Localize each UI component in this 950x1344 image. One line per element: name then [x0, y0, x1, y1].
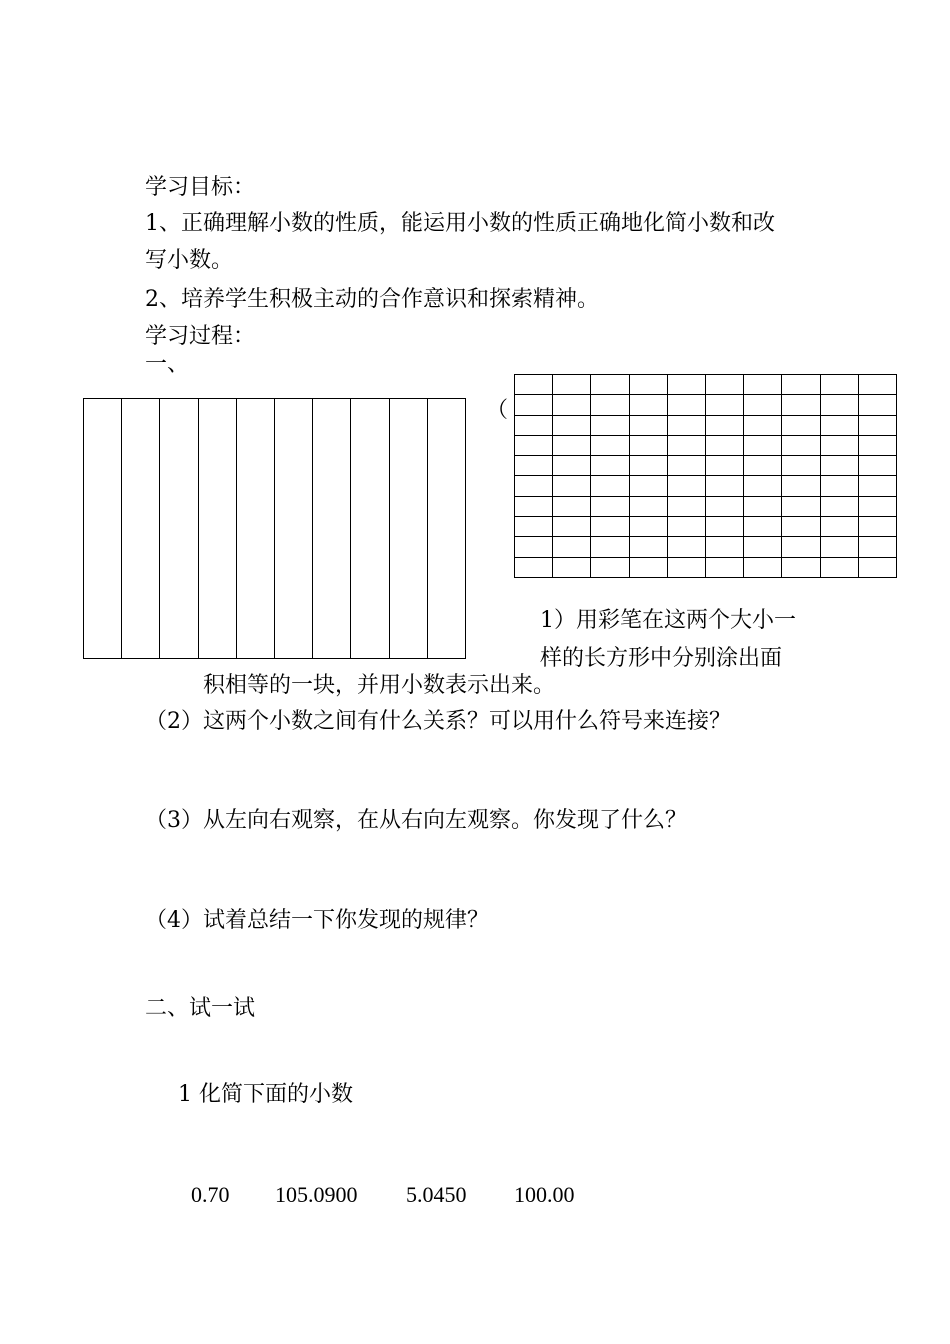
grid-row [84, 399, 466, 659]
grid-cell [782, 415, 820, 435]
grid-cell [858, 537, 896, 557]
strip-cell [274, 399, 312, 659]
grid-cell [515, 496, 553, 516]
grid-cell [591, 476, 629, 496]
grid-row [515, 435, 897, 455]
decimal-item: 5.0450 [406, 1182, 467, 1207]
grid-cell [553, 557, 591, 577]
exercise-1-title: 1 化简下面的小数 [178, 1082, 353, 1107]
grid-cell [705, 415, 743, 435]
task-1-line-3: 积相等的一块，并用小数表示出来。 [203, 673, 556, 698]
grid-cell [782, 435, 820, 455]
strip-cell [389, 399, 427, 659]
open-parenthesis: （ [486, 398, 509, 423]
grid-cell [705, 456, 743, 476]
grid-cell [744, 557, 782, 577]
grid-cell [591, 395, 629, 415]
grid-cell [553, 496, 591, 516]
grid-cell [744, 496, 782, 516]
grid-cell [705, 537, 743, 557]
grid-cell [782, 496, 820, 516]
grid-cell [705, 517, 743, 537]
decimal-item: 100.00 [514, 1182, 575, 1207]
grid-cell [744, 537, 782, 557]
grid-cell [705, 557, 743, 577]
hundred-grid-rectangle [514, 374, 897, 578]
grid-cell [629, 375, 667, 395]
grid-cell [858, 395, 896, 415]
grid-cell [553, 476, 591, 496]
grid-cell [553, 537, 591, 557]
grid-cell [782, 537, 820, 557]
strip-cell [122, 399, 160, 659]
grid-cell [591, 537, 629, 557]
grid-cell [744, 395, 782, 415]
grid-cell [744, 456, 782, 476]
grid-cell [553, 375, 591, 395]
grid-cell [667, 456, 705, 476]
grid-cell [591, 435, 629, 455]
grid-row [515, 476, 897, 496]
grid-cell [820, 517, 858, 537]
grid-cell [744, 375, 782, 395]
grid-cell [820, 375, 858, 395]
process-heading: 学习过程： [145, 324, 256, 349]
grid-cell [553, 415, 591, 435]
grid-cell [744, 415, 782, 435]
section-one-label: 一、 [145, 352, 190, 377]
grid-cell [667, 435, 705, 455]
grid-cell [705, 496, 743, 516]
grid-cell [858, 557, 896, 577]
grid-row [515, 375, 897, 395]
grid-row [515, 395, 897, 415]
task-2: （2）这两个小数之间有什么关系？可以用什么符号来连接？ [145, 709, 731, 734]
grid-cell [667, 415, 705, 435]
grid-cell [858, 496, 896, 516]
task-1-line-1: 1）用彩笔在这两个大小一 [540, 608, 796, 633]
grid-cell [629, 456, 667, 476]
grid-cell [591, 496, 629, 516]
grid-cell [667, 517, 705, 537]
grid-cell [591, 375, 629, 395]
grid-cell [629, 496, 667, 516]
grid-cell [591, 557, 629, 577]
grid-cell [629, 476, 667, 496]
grid-row [515, 537, 897, 557]
task-4: （4）试着总结一下你发现的规律？ [145, 908, 489, 933]
grid-cell [515, 375, 553, 395]
strip-cell [313, 399, 351, 659]
grid-cell [629, 517, 667, 537]
grid-cell [705, 476, 743, 496]
grid-cell [858, 415, 896, 435]
decimal-item: 105.0900 [275, 1182, 358, 1207]
task-1-line-2: 样的长方形中分别涂出面 [540, 646, 783, 671]
grid-row [515, 517, 897, 537]
grid-cell [782, 375, 820, 395]
grid-cell [667, 537, 705, 557]
grid-cell [858, 476, 896, 496]
grid-row [515, 557, 897, 577]
grid-cell [820, 456, 858, 476]
strip-cell [84, 399, 122, 659]
grid-cell [705, 435, 743, 455]
goal-1-line-2: 写小数。 [145, 248, 234, 273]
grid-cell [820, 557, 858, 577]
grid-cell [667, 557, 705, 577]
grid-row [515, 456, 897, 476]
grid-cell [820, 537, 858, 557]
goal-2: 2、培养学生积极主动的合作意识和探索精神。 [145, 287, 599, 312]
grid-cell [515, 456, 553, 476]
grid-row [515, 415, 897, 435]
grid-cell [782, 476, 820, 496]
section-two-heading: 二、试一试 [145, 996, 256, 1021]
grid-cell [667, 395, 705, 415]
grid-cell [705, 375, 743, 395]
grid-cell [705, 395, 743, 415]
grid-cell [782, 395, 820, 415]
grid-cell [591, 456, 629, 476]
grid-cell [858, 456, 896, 476]
grid-cell [782, 456, 820, 476]
grid-cell [629, 537, 667, 557]
grid-cell [591, 415, 629, 435]
strip-cell [198, 399, 236, 659]
grid-cell [515, 395, 553, 415]
grid-cell [820, 435, 858, 455]
grid-cell [858, 375, 896, 395]
task-3: （3）从左向右观察，在从右向左观察。你发现了什么？ [145, 808, 687, 833]
grid-cell [629, 557, 667, 577]
grid-cell [553, 395, 591, 415]
goal-1-line-1: 1、正确理解小数的性质，能运用小数的性质正确地化简小数和改 [145, 211, 775, 236]
grid-cell [820, 476, 858, 496]
strip-cell [351, 399, 389, 659]
goals-heading: 学习目标： [145, 175, 256, 200]
strip-cell [427, 399, 465, 659]
strip-cell [160, 399, 198, 659]
grid-cell [629, 395, 667, 415]
grid-cell [667, 476, 705, 496]
grid-cell [858, 517, 896, 537]
grid-cell [515, 557, 553, 577]
grid-cell [591, 517, 629, 537]
grid-cell [515, 517, 553, 537]
grid-cell [820, 496, 858, 516]
grid-cell [553, 456, 591, 476]
grid-cell [553, 517, 591, 537]
grid-cell [744, 476, 782, 496]
grid-cell [515, 476, 553, 496]
grid-cell [858, 435, 896, 455]
grid-cell [515, 537, 553, 557]
grid-cell [553, 435, 591, 455]
strip-cell [236, 399, 274, 659]
grid-cell [820, 415, 858, 435]
grid-cell [629, 415, 667, 435]
grid-cell [667, 496, 705, 516]
grid-cell [782, 517, 820, 537]
grid-cell [515, 435, 553, 455]
grid-row [515, 496, 897, 516]
grid-cell [744, 517, 782, 537]
grid-cell [629, 435, 667, 455]
grid-cell [782, 557, 820, 577]
grid-cell [667, 375, 705, 395]
grid-cell [744, 435, 782, 455]
grid-cell [820, 395, 858, 415]
strip-rectangle [83, 398, 466, 659]
decimal-item: 0.70 [191, 1182, 230, 1207]
grid-cell [515, 415, 553, 435]
